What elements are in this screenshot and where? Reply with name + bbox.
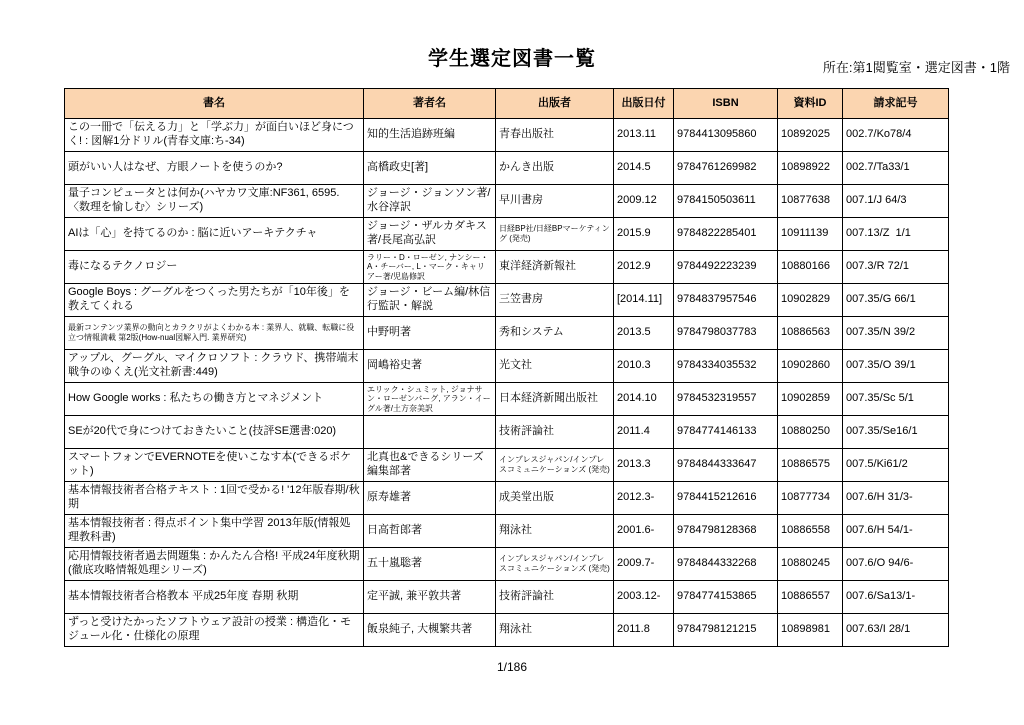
table-row <box>65 449 949 482</box>
cell-pub-date: 2001.6- <box>614 515 674 548</box>
cell-material-id: 10892025 <box>778 119 843 152</box>
cell-publisher: 成美堂出版 <box>496 482 614 515</box>
table-row <box>65 482 949 515</box>
cell-author: 知的生活追跡班編 <box>364 119 496 152</box>
cell-isbn: 9784532319557 <box>674 383 778 416</box>
cell-book-title: 量子コンピュータとは何か(ハヤカワ文庫:NF361, 6595.〈数理を愉しむ〉シリーズ) <box>65 185 364 218</box>
cell-book-title: How Google works : 私たちの働き方とマネジメント <box>65 383 364 416</box>
cell-book-title: 頭がいい人はなぜ、方眼ノートを使うのか? <box>65 152 364 185</box>
cell-material-id: 10886558 <box>778 515 843 548</box>
cell-publisher: 光文社 <box>496 350 614 383</box>
cell-publisher: 秀和システム <box>496 317 614 350</box>
cell-isbn: 9784822285401 <box>674 218 778 251</box>
table-row <box>65 581 949 614</box>
cell-pub-date: 2013.3 <box>614 449 674 482</box>
header-isbn: ISBN <box>674 89 778 119</box>
cell-material-id: 10902859 <box>778 383 843 416</box>
cell-isbn: 9784844332268 <box>674 548 778 581</box>
cell-book-title: アップル、グーグル、マイクロソフト : クラウド、携帯端末戦争のゆくえ(光文社新書:449) <box>65 350 364 383</box>
cell-isbn: 9784844333647 <box>674 449 778 482</box>
header-material-id: 資料ID <box>778 89 843 119</box>
table-row <box>65 185 949 218</box>
table-row <box>65 119 949 152</box>
cell-book-title: 毒になるテクノロジー <box>65 251 364 284</box>
cell-material-id: 10902860 <box>778 350 843 383</box>
cell-isbn: 9784413095860 <box>674 119 778 152</box>
cell-publisher: 青春出版社 <box>496 119 614 152</box>
cell-publisher: 三笠書房 <box>496 284 614 317</box>
cell-call-number: 007.35/Se16/1 <box>843 416 949 449</box>
cell-pub-date: 2014.5 <box>614 152 674 185</box>
header-publisher: 出版者 <box>496 89 614 119</box>
cell-material-id: 10886563 <box>778 317 843 350</box>
cell-call-number: 007.1/J 64/3 <box>843 185 949 218</box>
cell-author: ジョージ・ザルカダキス著/長尾高弘訳 <box>364 218 496 251</box>
cell-book-title: 基本情報技術者合格教本 平成25年度 春期 秋期 <box>65 581 364 614</box>
cell-call-number: 007.35/N 39/2 <box>843 317 949 350</box>
cell-call-number: 007.63/I 28/1 <box>843 614 949 647</box>
cell-call-number: 007.5/Ki61/2 <box>843 449 949 482</box>
cell-isbn: 9784798037783 <box>674 317 778 350</box>
cell-pub-date: 2014.10 <box>614 383 674 416</box>
cell-material-id: 10886557 <box>778 581 843 614</box>
cell-book-title: スマートフォンでEVERNOTEを使いこなす本(できるポケット) <box>65 449 364 482</box>
cell-isbn: 9784334035532 <box>674 350 778 383</box>
table-row <box>65 350 949 383</box>
cell-publisher: 日本経済新聞出版社 <box>496 383 614 416</box>
cell-material-id: 10898922 <box>778 152 843 185</box>
header-author: 著者名 <box>364 89 496 119</box>
cell-pub-date: 2003.12- <box>614 581 674 614</box>
cell-call-number: 007.6/H 54/1- <box>843 515 949 548</box>
table-row <box>65 152 949 185</box>
cell-isbn: 9784837957546 <box>674 284 778 317</box>
cell-author: 日高哲郎著 <box>364 515 496 548</box>
cell-author: 定平誠, 兼平敦共著 <box>364 581 496 614</box>
table-row <box>65 317 949 350</box>
cell-call-number: 007.35/Sc 5/1 <box>843 383 949 416</box>
cell-book-title: SEが20代で身につけておきたいこと(技評SE選書:020) <box>65 416 364 449</box>
cell-book-title: AIは「心」を持てるのか : 脳に近いアーキテクチャ <box>65 218 364 251</box>
cell-author: 原寿雄著 <box>364 482 496 515</box>
cell-pub-date: 2012.9 <box>614 251 674 284</box>
cell-material-id: 10880166 <box>778 251 843 284</box>
cell-pub-date: 2012.3- <box>614 482 674 515</box>
cell-publisher: 東洋経済新報社 <box>496 251 614 284</box>
cell-author: エリック・シュミット, ジョナサン・ローゼンバーグ, アラン・イーグル著/土方奈美訳 <box>364 383 496 416</box>
cell-pub-date: 2013.5 <box>614 317 674 350</box>
cell-material-id: 10911139 <box>778 218 843 251</box>
table-row <box>65 515 949 548</box>
cell-isbn: 9784761269982 <box>674 152 778 185</box>
cell-author: ジョージ・ビーム編/林信行監訳・解説 <box>364 284 496 317</box>
location-label: 所在:第1閲覧室・選定図書・1階 <box>822 60 1010 75</box>
cell-pub-date: 2011.8 <box>614 614 674 647</box>
cell-call-number: 007.6/H 31/3- <box>843 482 949 515</box>
cell-pub-date: [2014.11] <box>614 284 674 317</box>
cell-publisher: 翔泳社 <box>496 614 614 647</box>
cell-material-id: 10877734 <box>778 482 843 515</box>
cell-material-id: 10877638 <box>778 185 843 218</box>
cell-publisher: インプレスジャパン/インプレスコミュニケーションズ (発売) <box>496 548 614 581</box>
header-pub-date: 出版日付 <box>614 89 674 119</box>
cell-isbn: 9784150503611 <box>674 185 778 218</box>
cell-publisher: かんき出版 <box>496 152 614 185</box>
cell-isbn: 9784798128368 <box>674 515 778 548</box>
table-row <box>65 548 949 581</box>
cell-call-number: 007.3/R 72/1 <box>843 251 949 284</box>
cell-isbn: 9784774153865 <box>674 581 778 614</box>
table-row <box>65 383 949 416</box>
header-book-title: 書名 <box>65 89 364 119</box>
table-row <box>65 284 949 317</box>
page-number: 1/186 <box>496 660 528 674</box>
cell-isbn: 9784415212616 <box>674 482 778 515</box>
cell-pub-date: 2009.12 <box>614 185 674 218</box>
cell-pub-date: 2015.9 <box>614 218 674 251</box>
cell-material-id: 10898981 <box>778 614 843 647</box>
page-title: 学生選定図書一覧 <box>428 48 596 70</box>
cell-publisher: 技術評論社 <box>496 581 614 614</box>
cell-author: ジョージ・ジョンソン著/水谷淳訳 <box>364 185 496 218</box>
cell-pub-date: 2013.11 <box>614 119 674 152</box>
cell-publisher: 日経BP社/日経BPマーケティング (発売) <box>496 218 614 251</box>
cell-author: 飯泉純子, 大槻繁共著 <box>364 614 496 647</box>
cell-author: 岡嶋裕史著 <box>364 350 496 383</box>
cell-publisher: インプレスジャパン/インプレスコミュニケーションズ (発売) <box>496 449 614 482</box>
cell-author: ラリー・D・ローゼン, ナンシー・A・チーバー, L・マーク・キャリアー著/児島修訳 <box>364 251 496 284</box>
cell-isbn: 9784492223239 <box>674 251 778 284</box>
cell-author: 高橋政史[著] <box>364 152 496 185</box>
cell-publisher: 翔泳社 <box>496 515 614 548</box>
cell-book-title: 応用情報技術者過去問題集 : かんたん合格! 平成24年度秋期(徹底攻略情報処理シリーズ) <box>65 548 364 581</box>
cell-author: 中野明著 <box>364 317 496 350</box>
cell-call-number: 007.6/Sa13/1- <box>843 581 949 614</box>
cell-material-id: 10902829 <box>778 284 843 317</box>
cell-call-number: 002.7/Ko78/4 <box>843 119 949 152</box>
table-row <box>65 614 949 647</box>
book-list-table <box>64 88 949 647</box>
table-row <box>65 416 949 449</box>
cell-author: 北真也&できるシリーズ編集部著 <box>364 449 496 482</box>
cell-material-id: 10880250 <box>778 416 843 449</box>
cell-pub-date: 2010.3 <box>614 350 674 383</box>
cell-book-title: 最新コンテンツ業界の動向とカラクリがよくわかる本 : 業界人、就職、転職に役立つ情報満載 第2版(How-nual図解入門. 業界研究) <box>65 317 364 350</box>
cell-call-number: 002.7/Ta33/1 <box>843 152 949 185</box>
cell-author <box>364 416 496 449</box>
cell-call-number: 007.13/Z 1/1 <box>843 218 949 251</box>
cell-publisher: 技術評論社 <box>496 416 614 449</box>
cell-book-title: ずっと受けたかったソフトウェア設計の授業 : 構造化・モジュール化・仕様化の原理 <box>65 614 364 647</box>
cell-book-title: この一冊で「伝える力」と「学ぶ力」が面白いほど身につく! : 図解1分ドリル(青春文庫:ち-34) <box>65 119 364 152</box>
table-header-row <box>65 89 949 119</box>
cell-call-number: 007.35/G 66/1 <box>843 284 949 317</box>
cell-book-title: 基本情報技術者合格テキスト : 1回で受かる! '12年版春期/秋期 <box>65 482 364 515</box>
cell-book-title: Google Boys : グーグルをつくった男たちが「10年後」を教えてくれる <box>65 284 364 317</box>
cell-publisher: 早川書房 <box>496 185 614 218</box>
table-row <box>65 251 949 284</box>
cell-book-title: 基本情報技術者 : 得点ポイント集中学習 2013年版(情報処理教科書) <box>65 515 364 548</box>
cell-material-id: 10880245 <box>778 548 843 581</box>
cell-material-id: 10886575 <box>778 449 843 482</box>
cell-call-number: 007.6/O 94/6- <box>843 548 949 581</box>
cell-call-number: 007.35/O 39/1 <box>843 350 949 383</box>
cell-pub-date: 2011.4 <box>614 416 674 449</box>
table-row <box>65 218 949 251</box>
cell-author: 五十嵐聡著 <box>364 548 496 581</box>
cell-pub-date: 2009.7- <box>614 548 674 581</box>
cell-isbn: 9784798121215 <box>674 614 778 647</box>
header-call-number: 請求記号 <box>843 89 949 119</box>
cell-isbn: 9784774146133 <box>674 416 778 449</box>
